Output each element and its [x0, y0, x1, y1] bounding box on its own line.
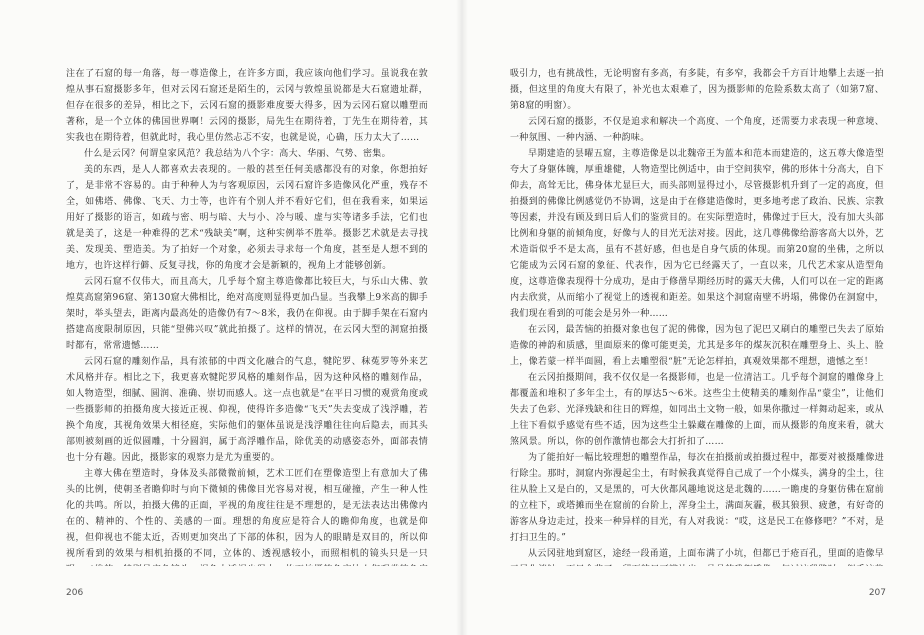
paragraph: 为了能拍好一幅比较理想的雕塑作品，每次在拍摄前或拍摄过程中，都要对被摄雕像进行除尘。那时，洞窟内弥漫起尘土，有时候我真觉得自己成了一个小煤头，满身的尘土，往往从脸上又是白的，又是黑的，可大伙都风趣地说这是北魏的……一瞻虔的身躯仿佛在窟前的立柱下，或塔摊而坐在窟前的台阶上，浑身尘土，满面灰霾，极其狼狈、疲惫，有好奇的游客从身边走过，投来一种异样的目光，有人对我说：“哎，这是民工在修修吧？”不对，是打扫卫生的。” — [510, 453, 884, 543]
left-page — [0, 0, 460, 635]
paragraph: 美的东西，是人人都喜欢去表现的。一般的甚至任何美感都没有的对象，你想拍好了，是非常不容易的。由于种种人为与客观原因，云冈石窟许多造像风化严重，残存不全，如佛塔、佛像、飞天、力士等，也许有个别人并不看好它们，但在我看来，如果运用好了摄影的语言，如疏与密、明与暗、大与小、冷与暖、虚与实等诸多手法，它们也就是美了，这是一种难得的艺术“残缺美”啊，这种实例举不胜举。摄影艺术就是去寻找美、发现美、塑造美。为了拍好一个对象，必须去寻求每一个角度，甚至是人想不到的地方，也许这样行僻、反复寻找，你的角度才会是新颖的，视角上才能够创新。 — [66, 165, 428, 271]
paragraph: 主尊大佛在塑造时，身体及头部微微前倾，艺术工匠们在塑像造型上有意加大了佛头的比例，使朝圣者瞻仰时与向下微倾的佛像目光容易对视，相互碰撞，产生一种人性化的共鸣。所以，拍摄大佛的正面，平视的角度往往是不理想的，是无法表达出佛像内在的、精神的、个性的、美感的一面。理想的角度应是符合人的瞻仰角度，也就是仰视，但仰视也不能太近，否则更加突出了下部的体积，因为人的眼睛是双目的，所以仰视所看到的效果与相机拍摄的不同，立体的、透视感较小，而照相机的镜头只是一只 — [66, 469, 428, 559]
paragraph: 从云冈驻地到窟区，途经一段甬道，上面布满了小坑，但都已于疮百孔，里面的造像早 — [528, 549, 884, 559]
paragraph: 早期建造的昙曜五窟，主尊造像是以北魏帝王为蓝本和范本而建造的，这五尊大像造型夸大了身躯体魄，厚重雄健，人物造型比例适中，由于空间狭窄，佛的形体十分高大，自下仰去，高耸无比，佛身体尤显巨大，而头部则显得过小，尽管摄影机升到了一定的高度，但拍摄到的佛像比例感觉仍不协调，这是由于在修建造像时，更多地考虑了政治、民族、宗教等因素，并没有顾及到日后人们的鉴赏目的。在实际塑造时，佛像过于巨大，没有加大头部比例和身躯的前倾角度，好像与人的目光无法对接。因此，这几尊佛像给游客高大以外，艺术造诣似乎不是太高，虽有不甚好感，但也是自身气质的体现。而第20窟的坐佛，之所以它能成为云冈石窟的象征、代表作，因为它已经露天了，一直以来，几代艺术家从造型角度，这尊造像表现得十分成功，是由于修凿早期经历时的露天大佛，人们可以在一定的距离内去欣赏，从而缩小了视觉上的透视和距差。如果这个洞窟南壁不坍塌，佛像仍在洞窟中，我们现在看到的可能会是另外一种…… — [510, 149, 884, 319]
paragraph: 在云冈拍摄期间，我不仅仅是一名摄影师，也是一位清洁工。几乎每个洞窟的雕像身上都覆盖和堆积了多年尘土，有的厚达5～6米。这些尘土使精美的雕刻作品“蒙尘”，让他们失去了色彩、光泽残缺和往日的辉煌，如同出土文物一般，如果你撒过一样舞动起来，或从上往下看似乎感觉有些不适，因为这些尘土躲藏在雕像的上面，而从摄影的角度来看，就大煞风景。所以，你的创作激情也都会大打折扣了…… — [510, 373, 884, 447]
page-number: 207 — [868, 588, 886, 598]
paragraph: 云冈石窟不仅伟大，而且高大，几乎每个窟主尊造像都比较巨大，与乐山大佛、敦煌莫高窟第96窟、第130窟大佛相比，绝对高度则显得更加凸显。当我攀上9米高的脚手架时，举头望去，距离内最高处的造像仍有7～8米，我仍在仰视。由于脚手架在石窟内搭建高度限制原因，只能“望佛兴叹”就此拍摄了。这样的情况，在云冈大型的洞窟拍摄时都有，常常遗憾…… — [66, 277, 428, 351]
paragraph: 在云冈，最苦恼的拍摄对象也包了泥的佛像，因为包了泥巴又刷白的雕塑已失去了原始造像的神韵和质感，里面原来的像可能更美，尤其是多年的煤灰沉积在雕塑身上、头上、脸上，像若蒙一样半面圆，看上去雕塑很“脏”无论怎样拍，真观效果都不理想，遗憾之至！ — [510, 325, 884, 367]
paragraph: 什么是云冈？何谓皇家风范？我总结为八个字：高大、华丽、气势、密集。 — [84, 149, 391, 159]
paragraph: 吸引力，也有挑战性，无论明窗有多高，有多陡，有多窄，我都会千方百计地攀上去逐一拍摄，但这里的角度大有限了，补光也太艰难了，因为摄影师的危险系数太高了（如第7窟、第8窟的明窗）。 — [510, 69, 884, 111]
paragraph: 云冈石窟的雕刻作品，具有浓郁的中西文化融合的气息，犍陀罗、秣菟罗等外来艺术风格并存。相比之下，我更喜欢犍陀罗风格的雕刻作品，因为这种风格的雕刻作品，如人物造型，细腻、圆润、准确、崇切而感人。这一点也就是“在平日习惯的观赏角度或一些摄影师的拍摄角度大接近正视、仰视，使得许多造像“飞天”失去变成了浅浮雕，若换个角度，其视角效果大相径庭，实际他们的躯体虽说是浅浮雕往往向后隐去，而其头部则被刻画的近似圆雕，十分圆润，属于高浮雕作品，除优美的动感姿态外，面部表情也十分有趣。因此，摄影家的观察力是尤为重要的。 — [66, 357, 428, 463]
page-number: 206 — [66, 588, 84, 598]
paragraph: 云冈石窟的摄影，不仅是追求和解决一个高度、一个角度，还需要力求表现一种意境、一种氛围、一种内涵、一种韵味。 — [510, 117, 884, 143]
left-page-text — [66, 66, 428, 566]
right-page — [462, 0, 924, 635]
paragraph: 注在了石窟的每一角落，每一尊造像上，在许多方面，我应该向他们学习。虽说我在敦煌从事石窟摄影多年，但对云冈石窟还是陌生的，云冈与敦煌虽说都是大石窟遗址群，但存在很多的差异，相比之下，云冈石窟的摄影难度要大得多，因为云冈石窟以雕塑而著称，是一个立体的佛国世界啊！云冈的摄影，局先生在期待着，丁先生在期待着，其实我也在期待着，但就此时，我心里仿然忐忑不安，也就是说，心确，压力太大了…… — [66, 69, 428, 143]
right-page-text — [510, 66, 884, 566]
